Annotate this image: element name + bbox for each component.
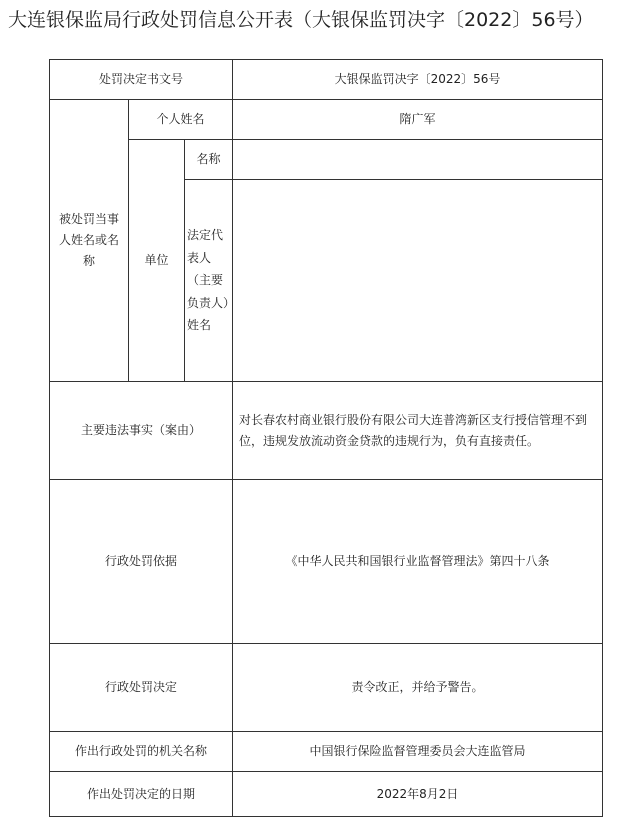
violation-value: 对长春农村商业银行股份有限公司大连普湾新区支行授信管理不到位，违规发放流动资金贷款的违规行为，负有直接责任。	[233, 382, 603, 480]
unit-name-value	[233, 140, 603, 180]
penalty-info-table	[49, 59, 603, 817]
row-violation	[50, 382, 603, 480]
doc-number-value: 大银保监罚决字〔2022〕56号	[233, 60, 603, 100]
authority-value: 中国银行保险监督管理委员会大连监管局	[233, 732, 603, 772]
unit-name-label: 名称	[185, 140, 233, 180]
unit-label: 单位	[129, 140, 185, 382]
individual-value: 隋广军	[233, 100, 603, 140]
row-unit-name	[50, 140, 603, 180]
basis-value: 《中华人民共和国银行业监督管理法》第四十八条	[233, 480, 603, 644]
row-basis	[50, 480, 603, 644]
row-individual	[50, 100, 603, 140]
individual-label: 个人姓名	[129, 100, 233, 140]
decision-label: 行政处罚决定	[50, 644, 233, 732]
row-decision	[50, 644, 603, 732]
row-doc-number	[50, 60, 603, 100]
decision-value: 责令改正，并给予警告。	[233, 644, 603, 732]
date-label: 作出处罚决定的日期	[50, 772, 233, 817]
legal-rep-label: 法定代表人（主要负责人）姓名	[185, 180, 233, 382]
legal-rep-value	[233, 180, 603, 382]
page-title: 大连银保监局行政处罚信息公开表（大银保监罚决字〔2022〕56号）	[8, 9, 594, 31]
doc-number-label: 处罚决定书文号	[50, 60, 233, 100]
basis-label: 行政处罚依据	[50, 480, 233, 644]
date-value: 2022年8月2日	[233, 772, 603, 817]
party-label: 被处罚当事人姓名或名称	[50, 100, 129, 382]
authority-label: 作出行政处罚的机关名称	[50, 732, 233, 772]
violation-label: 主要违法事实（案由）	[50, 382, 233, 480]
row-authority	[50, 732, 603, 772]
row-date	[50, 772, 603, 817]
